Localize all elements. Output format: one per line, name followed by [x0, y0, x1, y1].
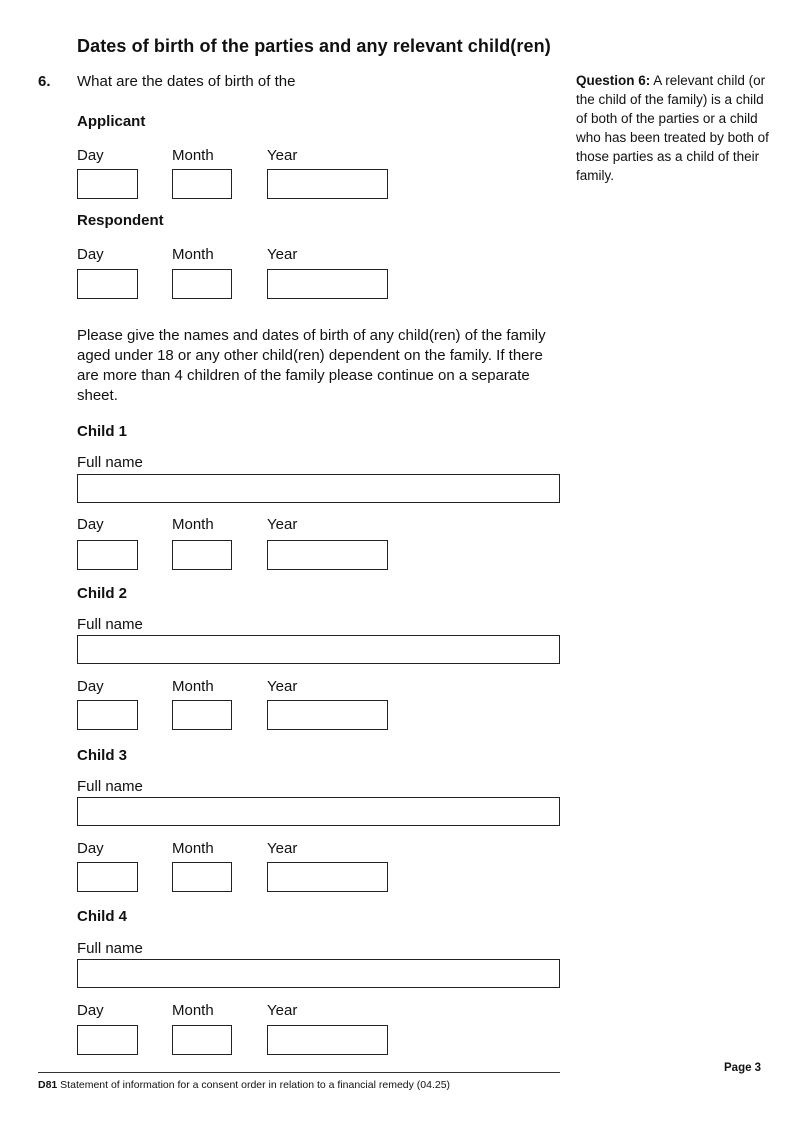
respondent-day-label: Day	[77, 246, 104, 263]
footer-form-title	[38, 1079, 450, 1091]
child-1-day-label: Day	[77, 516, 104, 533]
section-title: Dates of birth of the parties and any relevant child(ren)	[77, 36, 551, 56]
child-2-month-input[interactable]	[172, 700, 232, 730]
respondent-month-label: Month	[172, 246, 214, 263]
child-2-year-label: Year	[267, 678, 298, 695]
child-2-month-label: Month	[172, 678, 214, 695]
children-intro: Please give the names and dates of birth of any child(ren) of the family aged under 18 or any other child(ren) dependent on the family. If there are more than 4 children of the family please continue on a separate sheet.	[77, 327, 546, 404]
child-4-label: Child 4	[77, 908, 128, 925]
child-4-month-input[interactable]	[172, 1025, 232, 1055]
child-4-day-input[interactable]	[77, 1025, 138, 1055]
applicant-day-input[interactable]	[77, 169, 138, 199]
child-4-year-label: Year	[267, 1002, 298, 1019]
child-3-full-name-label: Full name	[77, 778, 143, 795]
child-3-year-input[interactable]	[267, 862, 388, 892]
child-3-day-label: Day	[77, 840, 104, 857]
child-2-label: Child 2	[77, 585, 128, 602]
child-2-full-name-input[interactable]	[77, 635, 560, 664]
side-note	[576, 71, 771, 185]
child-1-full-name-label: Full name	[77, 454, 143, 471]
child-4-full-name-label: Full name	[77, 940, 143, 957]
question-number: 6.	[38, 73, 51, 90]
respondent-month-input[interactable]	[172, 269, 232, 299]
child-2-year-input[interactable]	[267, 700, 388, 730]
child-3-label: Child 3	[77, 747, 128, 764]
child-1-month-label: Month	[172, 516, 214, 533]
applicant-day-label: Day	[77, 147, 104, 164]
child-1-day-input[interactable]	[77, 540, 138, 570]
page-number: Page 3	[724, 1062, 762, 1074]
child-3-month-label: Month	[172, 840, 214, 857]
child-1-full-name-input[interactable]	[77, 474, 560, 503]
child-2-day-input[interactable]	[77, 700, 138, 730]
applicant-month-label: Month	[172, 147, 214, 164]
child-4-day-label: Day	[77, 1002, 104, 1019]
child-3-year-label: Year	[267, 840, 298, 857]
applicant-month-input[interactable]	[172, 169, 232, 199]
applicant-year-label: Year	[267, 147, 298, 164]
respondent-label: Respondent	[77, 212, 164, 229]
child-4-year-input[interactable]	[267, 1025, 388, 1055]
child-1-month-input[interactable]	[172, 540, 232, 570]
footer-form-code: D81	[38, 1079, 58, 1091]
footer-divider	[38, 1072, 560, 1073]
child-3-month-input[interactable]	[172, 862, 232, 892]
side-note-text: A relevant child (or the child of the family) is a child of both of the parties or a child who has been treated by both of those parties as a child of their family.	[576, 73, 769, 183]
respondent-year-input[interactable]	[267, 269, 388, 299]
child-4-full-name-input[interactable]	[77, 959, 560, 988]
child-1-label: Child 1	[77, 423, 128, 440]
question-text: What are the dates of birth of the	[77, 73, 296, 90]
child-3-full-name-input[interactable]	[77, 797, 560, 826]
respondent-year-label: Year	[267, 246, 298, 263]
applicant-label: Applicant	[77, 113, 146, 130]
side-note-label: Question 6:	[576, 73, 651, 88]
applicant-year-input[interactable]	[267, 169, 388, 199]
footer-form-description: Statement of information for a consent order in relation to a financial remedy (04.25)	[57, 1079, 451, 1091]
child-1-year-input[interactable]	[267, 540, 388, 570]
child-2-full-name-label: Full name	[77, 616, 143, 633]
respondent-day-input[interactable]	[77, 269, 138, 299]
child-2-day-label: Day	[77, 678, 104, 695]
child-1-year-label: Year	[267, 516, 298, 533]
child-4-month-label: Month	[172, 1002, 214, 1019]
child-3-day-input[interactable]	[77, 862, 138, 892]
